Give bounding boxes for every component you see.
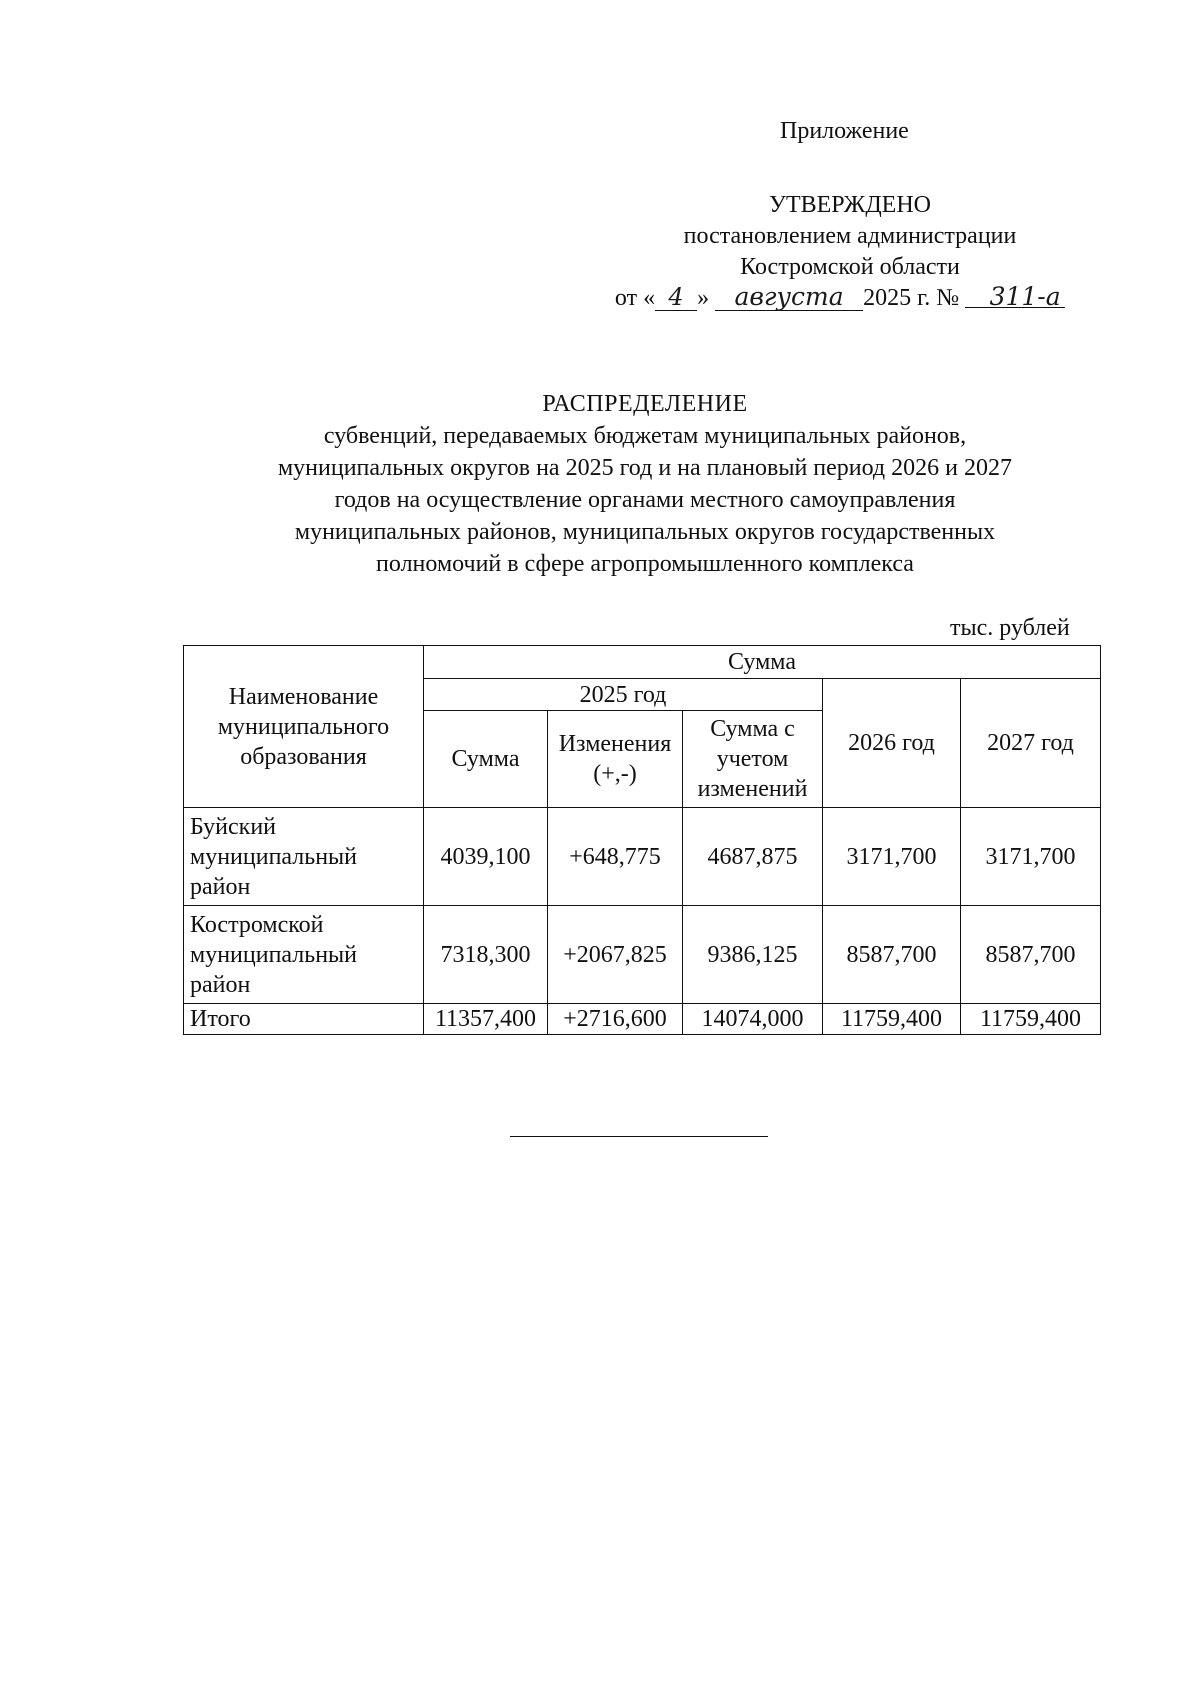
approved-line-1: постановлением администрации xyxy=(683,223,1017,249)
row-sum: 7318,300 xyxy=(424,906,548,1004)
approval-date-line xyxy=(600,283,1100,314)
end-divider xyxy=(510,1136,768,1137)
units-label: тыс. рублей xyxy=(950,615,1070,641)
header-year-2025: 2025 год xyxy=(424,679,823,711)
header-municipality-name: Наименование муниципального образования xyxy=(184,646,424,808)
table-header-row-1 xyxy=(184,646,1101,679)
heading-line-4: муниципальных районов, муниципальных округов государственных xyxy=(294,519,996,545)
document-heading xyxy=(170,388,1120,580)
total-2026: 11759,400 xyxy=(823,1004,961,1035)
total-sum: 11357,400 xyxy=(424,1004,548,1035)
header-year-2026: 2026 год xyxy=(823,679,961,808)
date-prefix: от « xyxy=(614,285,656,311)
row-change: +2067,825 xyxy=(548,906,683,1004)
heading-title: РАСПРЕДЕЛЕНИЕ xyxy=(542,391,748,417)
total-change: +2716,600 xyxy=(548,1004,683,1035)
row-sum-changed: 9386,125 xyxy=(683,906,823,1004)
approved-title: УТВЕРЖДЕНО xyxy=(768,192,932,218)
table-row xyxy=(184,808,1101,906)
date-year: 2025 г. № xyxy=(863,285,960,311)
approval-block xyxy=(600,190,1100,314)
row-2026: 3171,700 xyxy=(823,808,961,906)
header-year-2027: 2027 год xyxy=(961,679,1101,808)
row-name: Костромской муниципальный район xyxy=(184,906,424,1004)
date-mid: » xyxy=(697,285,710,311)
document-number-handwritten: 311-а xyxy=(965,284,1085,310)
row-sum-changed: 4687,875 xyxy=(683,808,823,906)
date-month-handwritten: августа xyxy=(715,284,863,311)
header-change: Изменения (+,-) xyxy=(548,711,683,808)
date-day-handwritten: 4 xyxy=(655,284,697,311)
heading-line-1: субвенций, передаваемых бюджетам муниципальных районов, xyxy=(323,423,967,449)
distribution-table xyxy=(183,645,1101,1035)
row-2027: 3171,700 xyxy=(961,808,1101,906)
header-total-sum: Сумма xyxy=(424,646,1101,679)
heading-line-5: полномочий в сфере агропромышленного комплекса xyxy=(376,551,914,577)
approved-line-2: Костромской области xyxy=(740,254,960,280)
appendix-label: Приложение xyxy=(780,118,909,144)
table-total-row xyxy=(184,1004,1101,1035)
row-change: +648,775 xyxy=(548,808,683,906)
row-2027: 8587,700 xyxy=(961,906,1101,1004)
total-name: Итого xyxy=(184,1004,424,1035)
row-sum: 4039,100 xyxy=(424,808,548,906)
header-sum-with-changes: Сумма с учетом изменений xyxy=(683,711,823,808)
heading-line-3: годов на осуществление органами местного самоуправления xyxy=(334,487,956,513)
row-name: Буйский муниципальный район xyxy=(184,808,424,906)
table-row xyxy=(184,906,1101,1004)
heading-line-2: муниципальных округов на 2025 год и на плановый период 2026 и 2027 xyxy=(277,455,1012,481)
header-sum: Сумма xyxy=(424,711,548,808)
total-sum-changed: 14074,000 xyxy=(683,1004,823,1035)
total-2027: 11759,400 xyxy=(961,1004,1101,1035)
row-2026: 8587,700 xyxy=(823,906,961,1004)
